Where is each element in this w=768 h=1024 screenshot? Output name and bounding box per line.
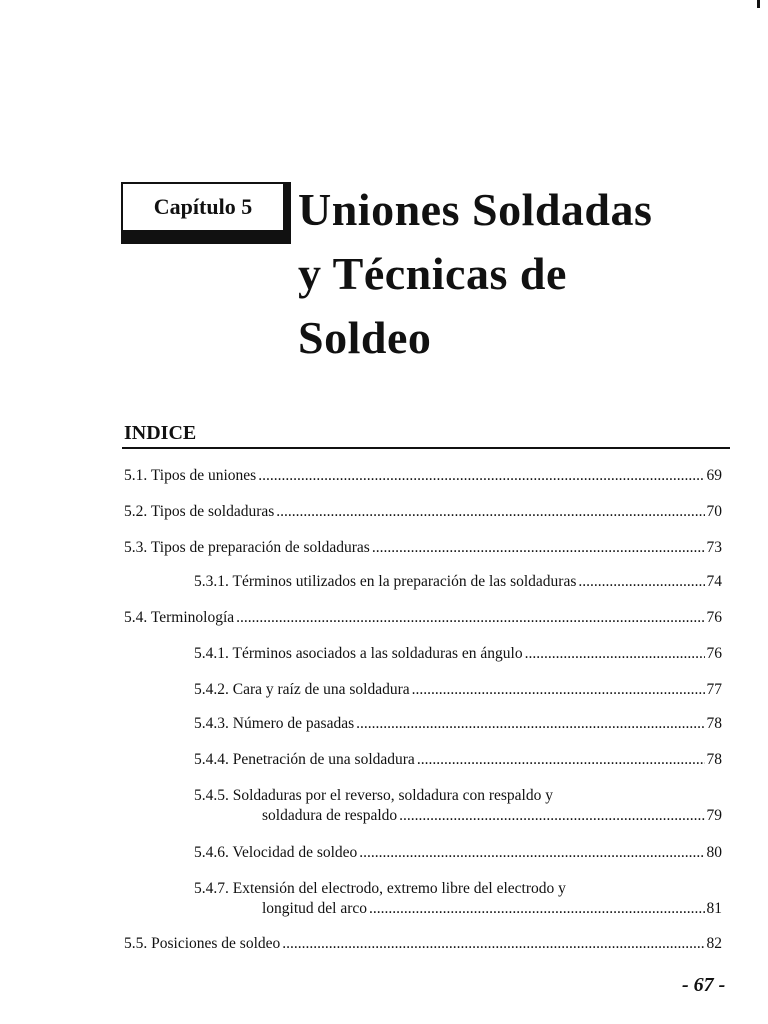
toc-entry-5-2[interactable]	[124, 502, 722, 522]
toc-entry-page: 76	[706, 645, 722, 662]
chapter-title-line-1: Uniones Soldadas	[298, 184, 653, 235]
toc-entry-5-4[interactable]	[124, 608, 722, 628]
toc-entry-title: 5.5. Posiciones de soldeo	[124, 935, 281, 952]
toc-entry-page: 74	[706, 573, 722, 590]
toc-entry-5-4-3[interactable]	[194, 714, 722, 734]
toc-entry-5-4-1[interactable]	[194, 644, 722, 664]
toc-entry-5-4-5-first-line[interactable]: 5.4.5. Soldaduras por el reverso, soldadura con respaldo y	[194, 787, 553, 804]
toc-entry-5-4-4[interactable]	[194, 750, 722, 770]
toc-leader-dots	[282, 934, 704, 954]
toc-entry-page: 79	[706, 807, 722, 824]
toc-entry-page: 77	[706, 681, 722, 698]
chapter-title-line-3: Soldeo	[298, 312, 432, 363]
toc-entry-title: 5.3. Tipos de preparación de soldaduras	[124, 539, 370, 556]
chapter-label: Capítulo 5	[121, 182, 285, 232]
toc-entry-title: 5.4. Terminología	[124, 609, 235, 626]
page-number: - 67 -	[682, 974, 726, 996]
toc-entry-title: 5.4.6. Velocidad de soldeo	[194, 844, 358, 861]
toc-entry-title: 5.2. Tipos de soldaduras	[124, 503, 275, 520]
toc-entry-5-5[interactable]	[124, 934, 722, 954]
toc-leader-dots	[525, 644, 705, 664]
toc-entry-5-3[interactable]	[124, 538, 722, 558]
toc-leader-dots	[276, 502, 704, 522]
toc-entry-5-4-7-first-line[interactable]: 5.4.7. Extensión del electrodo, extremo libre del electrodo y	[194, 880, 566, 897]
toc-leader-dots	[417, 750, 705, 770]
toc-leader-dots	[372, 538, 705, 558]
toc-leader-dots	[359, 843, 704, 863]
toc-entry-title: 5.1. Tipos de uniones	[124, 467, 257, 484]
toc-entry-page: 78	[706, 751, 722, 768]
toc-leader-dots	[369, 899, 704, 919]
toc-entry-page: 78	[706, 715, 722, 732]
toc-entry-5-4-6[interactable]	[194, 843, 722, 863]
toc-leader-dots	[399, 806, 704, 826]
toc-leader-dots	[356, 714, 704, 734]
toc-leader-dots	[578, 572, 704, 592]
toc-entry-title: 5.4.1. Términos asociados a las soldaduras en ángulo	[194, 645, 523, 662]
chapter-title-line-2: y Técnicas de	[298, 248, 567, 299]
toc-entry-5-1[interactable]	[124, 466, 722, 486]
toc-entry-title: 5.4.4. Penetración de una soldadura	[194, 751, 415, 768]
toc-entry-title: 5.4.3. Número de pasadas	[194, 715, 355, 732]
toc-leader-dots	[412, 680, 705, 700]
toc-entry-page: 73	[706, 539, 722, 556]
toc-entry-5-3-1[interactable]	[194, 572, 722, 592]
toc-leader-dots	[236, 608, 704, 628]
toc-entry-5-4-7[interactable]	[262, 899, 722, 919]
toc-entry-page: 70	[706, 503, 722, 520]
toc-entry-page: 80	[706, 844, 722, 861]
index-heading: INDICE	[124, 422, 197, 444]
toc-leader-dots	[258, 466, 704, 486]
toc-entry-title: 5.4.2. Cara y raíz de una soldadura	[194, 681, 410, 698]
toc-entry-page: 81	[706, 900, 722, 917]
toc-entry-5-4-2[interactable]	[194, 680, 722, 700]
toc-entry-page: 69	[706, 467, 722, 484]
toc-entry-title: longitud del arco	[262, 900, 368, 917]
toc-entry-title: 5.3.1. Términos utilizados en la preparación de las soldaduras	[194, 573, 577, 590]
toc-entry-page: 76	[706, 609, 722, 626]
toc-entry-5-4-5[interactable]	[262, 806, 722, 826]
toc-entry-title: soldadura de respaldo	[262, 807, 398, 824]
toc-entry-page: 82	[706, 935, 722, 952]
